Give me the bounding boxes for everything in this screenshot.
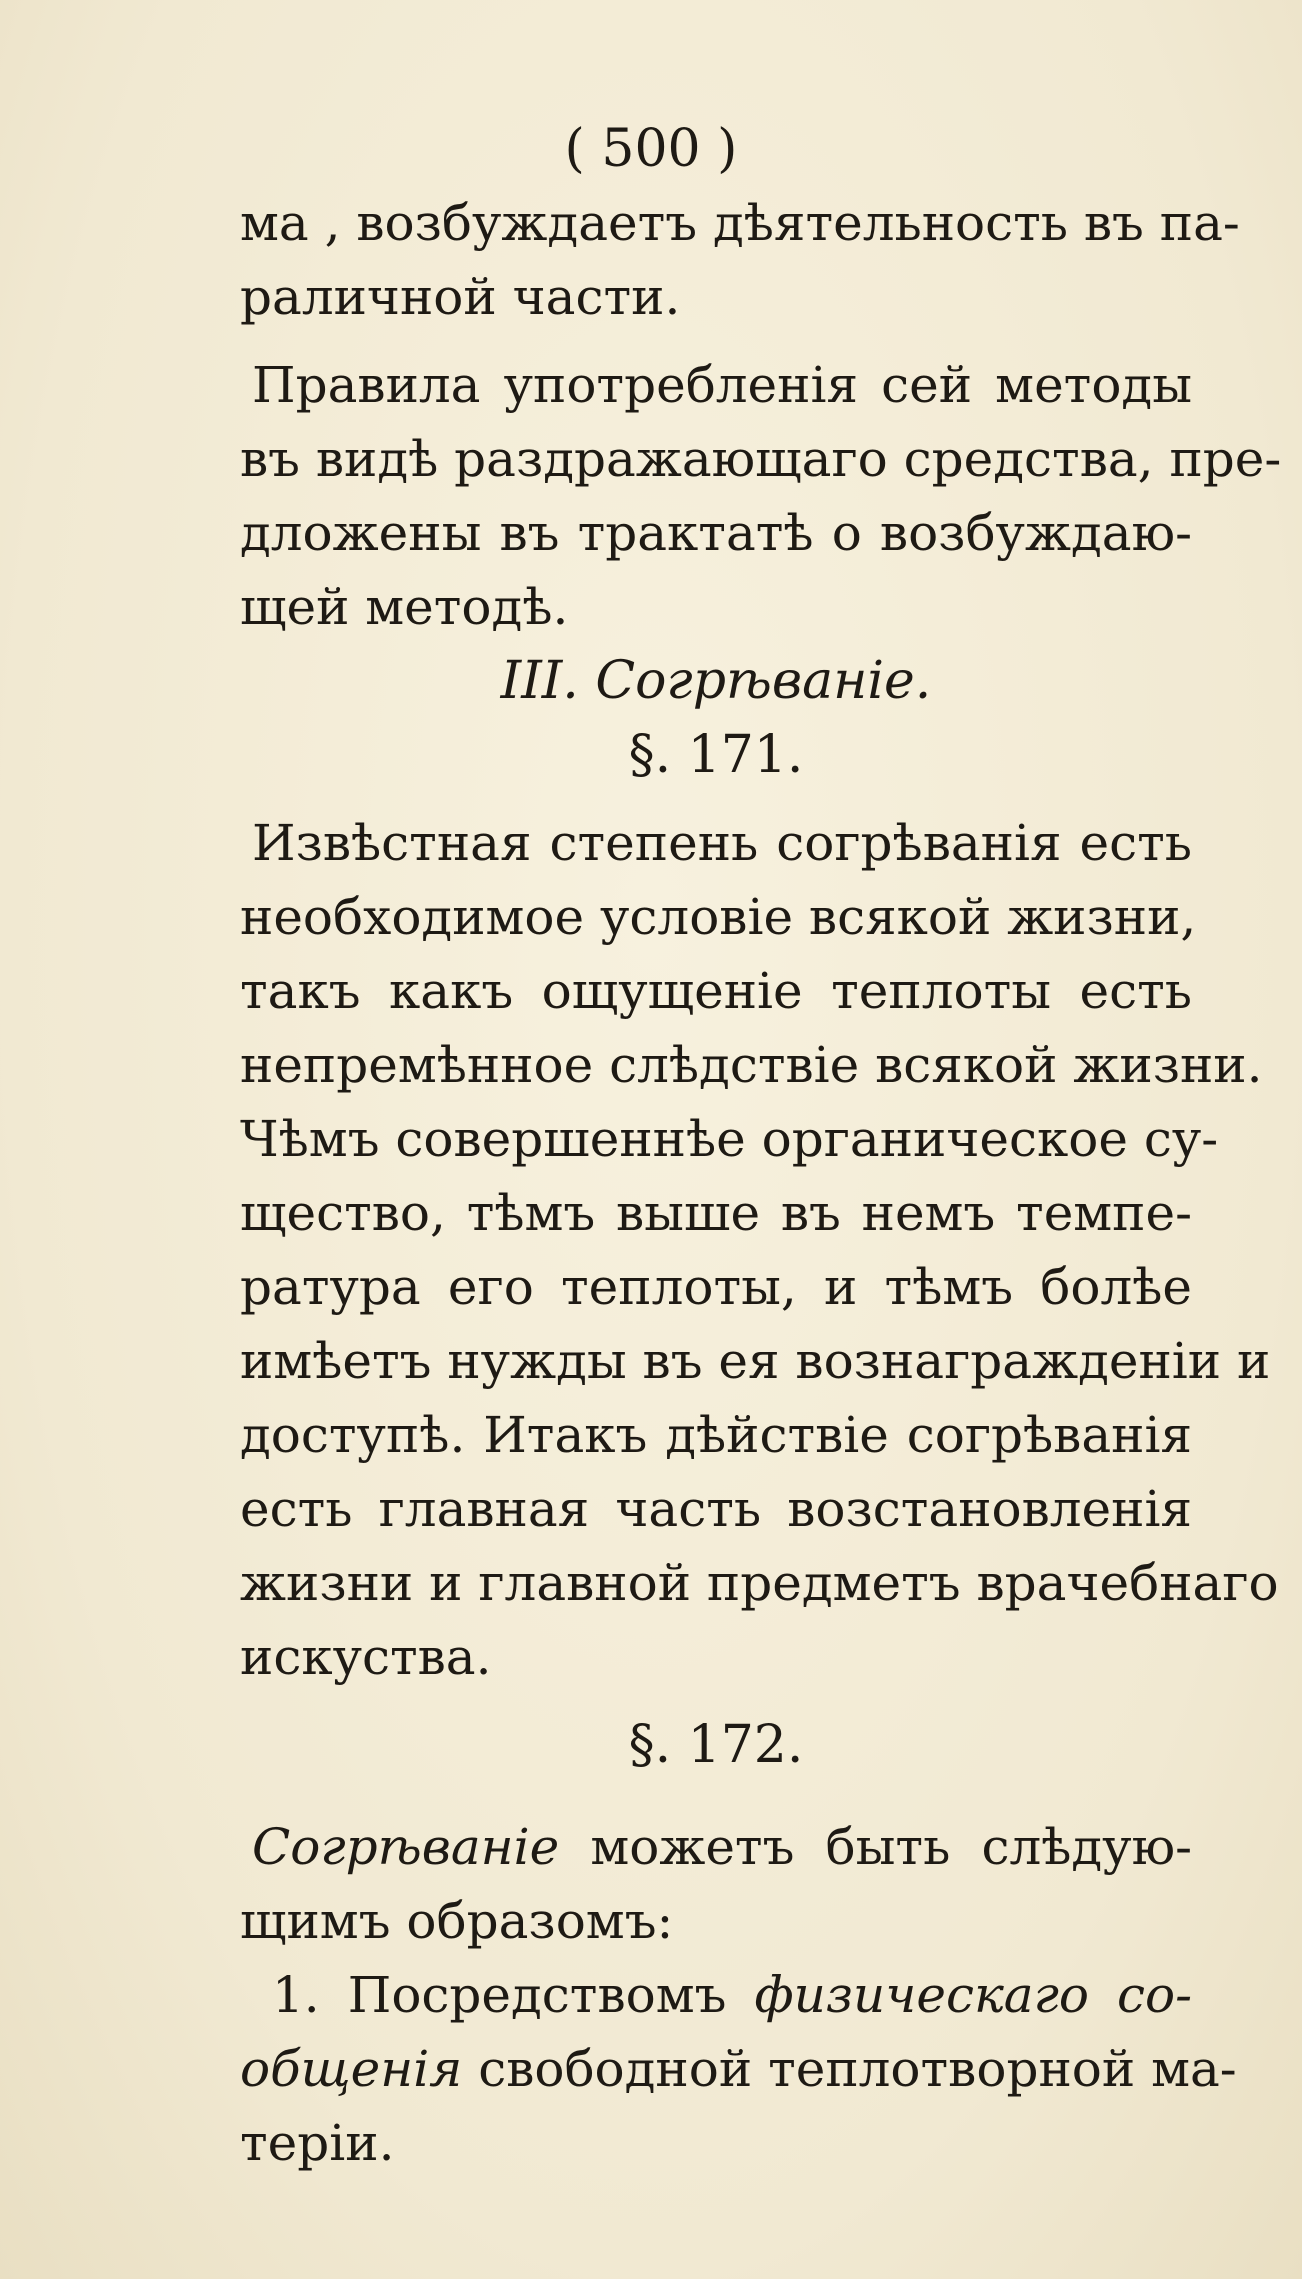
text-line: Извѣстная степень согрѣванія есть: [252, 814, 1192, 872]
text-line: щимъ образомъ:: [240, 1892, 674, 1950]
italic-term: Согрѣваніе: [252, 1818, 560, 1876]
text-line: жизни и главной предметъ врачебнаго: [240, 1554, 1279, 1612]
text-line: ма , возбуждаетъ дѣятельность въ па-: [240, 194, 1240, 252]
text-line: [240, 1810, 1192, 1884]
page-number: ( 500 ): [564, 119, 738, 179]
text-line: теріи.: [240, 2114, 395, 2172]
text-line: [240, 1958, 1192, 2032]
text-line: доступѣ. Итакъ дѣйствіе согрѣванія: [240, 1406, 1192, 1464]
text-line: щество, тѣмъ выше въ немъ темпе-: [240, 1184, 1192, 1242]
text-line: такъ какъ ощущеніе теплоты есть: [240, 962, 1192, 1020]
section-number-171: §. 171.: [628, 725, 804, 785]
text-line: раличной части.: [240, 268, 681, 326]
italic-term: общенія: [240, 2040, 463, 2098]
text-line: имѣетъ нужды въ ея вознагражденіи и: [240, 1332, 1271, 1390]
italic-term: физическаго со-: [754, 1966, 1192, 2024]
section-number-172: §. 172.: [628, 1715, 804, 1775]
paragraph-3: [240, 806, 1279, 1694]
text-span: можетъ быть слѣдую-: [559, 1818, 1192, 1876]
text-line: щей методѣ.: [240, 578, 569, 636]
text-line: ратура его теплоты, и тѣмъ болѣе: [240, 1258, 1192, 1316]
paragraph-5: [240, 1958, 1237, 2180]
text-body: [240, 186, 1282, 2180]
text-line: искуства.: [240, 1628, 492, 1686]
text-line: Чѣмъ совершеннѣе органическое су-: [240, 1110, 1219, 1168]
paragraph-1: [240, 186, 1240, 334]
text-span: свободной теплотворной ма-: [462, 2040, 1237, 2098]
section-heading: III. Согрѣваніе.: [500, 651, 932, 711]
paragraph-4: [240, 1810, 1192, 1958]
text-span: 1. Посредствомъ: [272, 1966, 755, 2024]
paragraph-2: [240, 348, 1282, 644]
text-line: Правила употребленія сей методы: [252, 356, 1192, 414]
text-line: необходимое условіе всякой жизни,: [240, 888, 1197, 946]
text-line: въ видѣ раздражающаго средства, пре-: [240, 430, 1282, 488]
text-line: есть главная часть возстановленія: [240, 1480, 1192, 1538]
text-line: непремѣнное слѣдствіе всякой жизни.: [240, 1036, 1263, 1094]
text-line: [240, 2032, 1237, 2106]
text-line: дложены въ трактатѣ о возбуждаю-: [240, 504, 1192, 562]
